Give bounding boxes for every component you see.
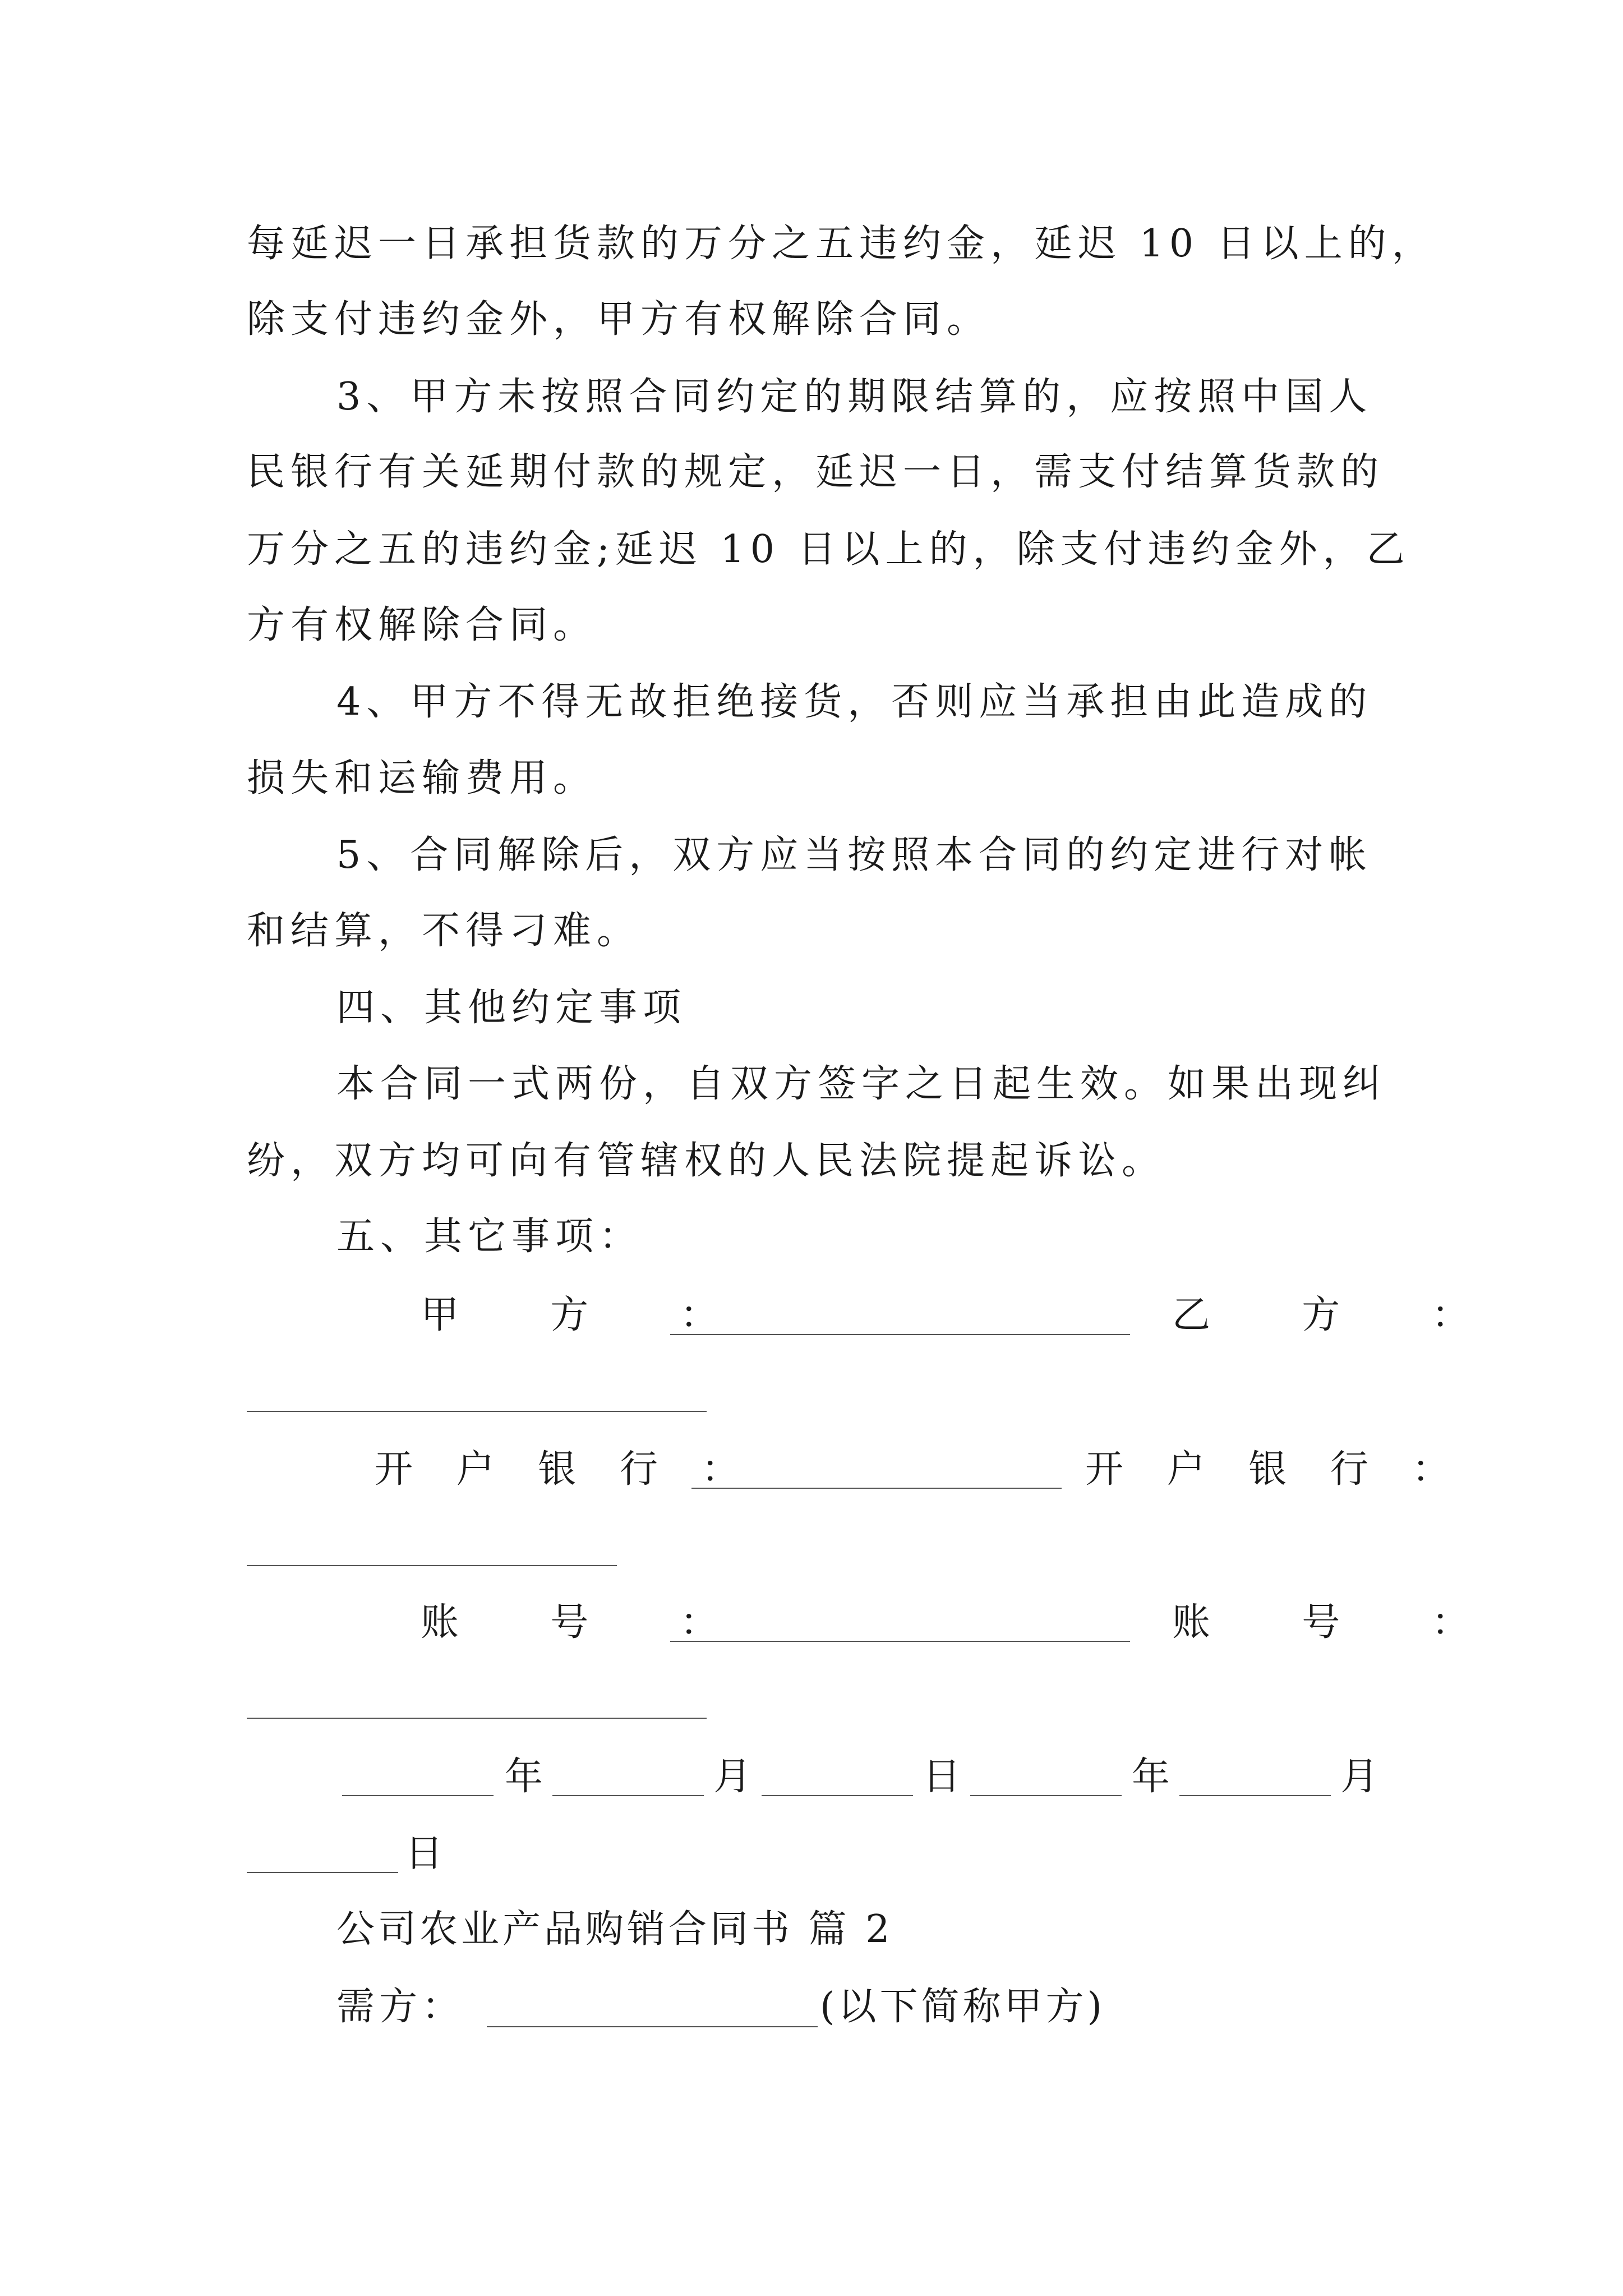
- buyer-field[interactable]: [487, 2026, 818, 2027]
- clause-3-line: 万分之五的违约金;延迟 10 日以上的，除支付违约金外，乙: [247, 527, 1410, 572]
- account-a-label: 账 号 ：: [421, 1600, 741, 1645]
- date-b-year-field[interactable]: [970, 1795, 1122, 1796]
- clause-5-line: 和结算，不得刁难。: [247, 909, 641, 953]
- party-a-field[interactable]: [670, 1334, 1130, 1335]
- year-label: 年: [505, 1755, 543, 1799]
- day-label: 日: [923, 1755, 961, 1799]
- bank-a-field[interactable]: [691, 1488, 1062, 1489]
- paragraph-line: 每延迟一日承担货款的万分之五违约金，延迟 10 日以上的，: [247, 222, 1436, 266]
- account-b-label: 账 号 ：: [1172, 1600, 1492, 1645]
- clause-3-line: 方有权解除合同。: [247, 603, 597, 647]
- party-b-field[interactable]: [247, 1411, 707, 1412]
- date-a-year-field[interactable]: [342, 1795, 494, 1796]
- paragraph-line: 除支付违约金外，甲方有权解除合同。: [247, 297, 991, 342]
- buyer-label: 需方：: [336, 1985, 465, 2029]
- bank-b-label: 开 户 银 行 ：: [1085, 1447, 1466, 1492]
- bank-a-label: 开 户 银 行 ：: [375, 1447, 755, 1492]
- month-label: 月: [1340, 1755, 1379, 1799]
- section-heading: 四、其他约定事项: [336, 986, 687, 1030]
- clause-3-line: 3、甲方未按照合同约定的期限结算的，应按照中国人: [336, 375, 1373, 419]
- clause-4-line: 损失和运输费用。: [247, 756, 597, 800]
- date-b-month-field[interactable]: [1179, 1795, 1331, 1796]
- year-label: 年: [1132, 1755, 1170, 1799]
- clause-3-line: 民银行有关延期付款的规定，延迟一日，需支付结算货款的: [247, 450, 1385, 494]
- date-b-day-field[interactable]: [247, 1872, 398, 1873]
- section-4-line: 本合同一式两份，自双方签字之日起生效。如果出现纠: [336, 1062, 1387, 1106]
- clause-5-line: 5、合同解除后，双方应当按照本合同的约定进行对帐: [336, 833, 1373, 877]
- date-a-day-field[interactable]: [762, 1795, 913, 1796]
- section-heading: 五、其它事项：: [336, 1214, 643, 1259]
- section-4-line: 纷，双方均可向有管辖权的人民法院提起诉讼。: [247, 1139, 1166, 1183]
- bank-b-field[interactable]: [247, 1565, 617, 1566]
- day-label: 日: [405, 1832, 444, 1876]
- account-a-field[interactable]: [670, 1641, 1130, 1642]
- party-a-label: 甲 方 ：: [421, 1293, 741, 1337]
- buyer-suffix: (以下简称甲方): [820, 1985, 1106, 2029]
- next-section-title: 公司农业产品购销合同书 篇 2: [336, 1907, 893, 1952]
- date-a-month-field[interactable]: [552, 1795, 704, 1796]
- clause-4-line: 4、甲方不得无故拒绝接货，否则应当承担由此造成的: [336, 680, 1373, 724]
- party-b-label: 乙 方 ：: [1172, 1293, 1492, 1337]
- month-label: 月: [713, 1755, 752, 1799]
- account-b-field[interactable]: [247, 1718, 707, 1719]
